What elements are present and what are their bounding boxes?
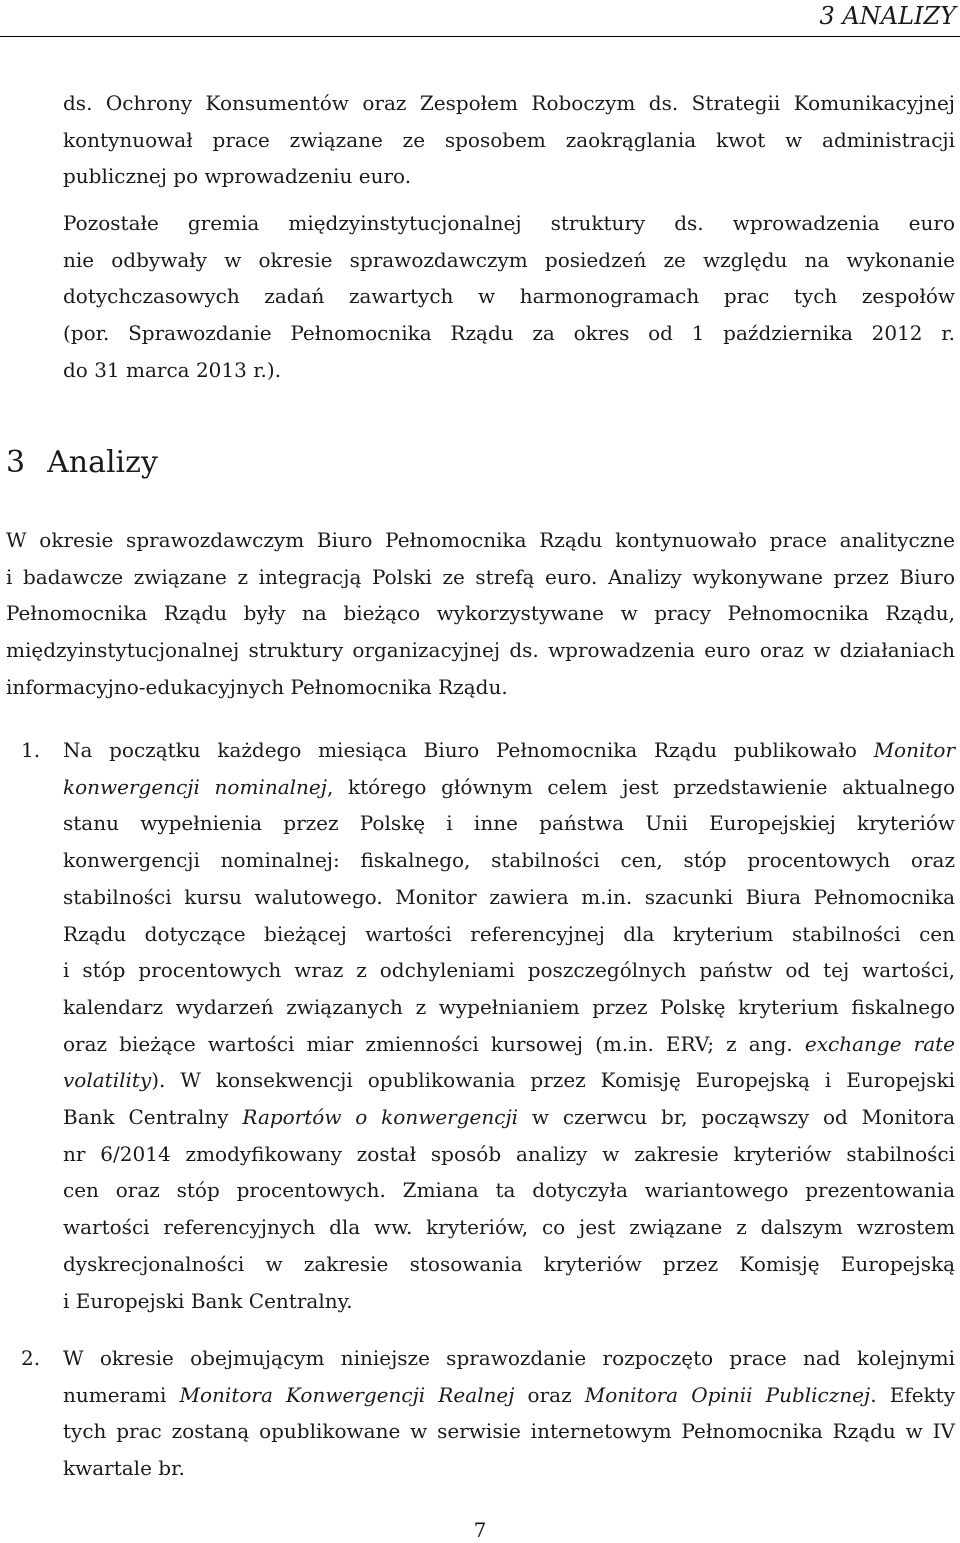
text-line: kontynuował prace związane ze sposobem zaokrąglania kwot w administracji	[63, 127, 955, 152]
text-line: volatility). W konsekwencji opublikowania przez Komisję Europejską i Europejski	[63, 1068, 955, 1093]
emphasis: Monitor	[873, 738, 955, 762]
text-line: Pozostałe gremia międzyinstytucjonalnej struktury ds. wprowadzenia euro	[63, 211, 955, 235]
list-item-new-monitors	[63, 1340, 955, 1487]
text-line: stanu wypełnienia przez Polskę i inne państwa Unii Europejskiej kryteriów	[63, 811, 955, 836]
text-line: międzyinstytucjonalnej struktury organizacyjnej ds. wprowadzenia euro oraz w działaniach	[6, 638, 955, 663]
paragraph-gremia	[63, 205, 955, 389]
text-line: Na początku każdego miesiąca Biuro Pełnomocnika Rządu publikowało Monitor	[63, 738, 955, 762]
text-line: kwartale br.	[63, 1456, 185, 1481]
text-line: i stóp procentowych wraz z odchyleniami poszczególnych państw od tej wartości,	[63, 958, 955, 983]
text-line: stabilności kursu walutowego. Monitor zawiera m.in. szacunki Biura Pełnomocnika	[63, 884, 955, 909]
emphasis: konwergencji nominalnej	[63, 774, 327, 799]
section-heading	[6, 445, 158, 480]
text-line: oraz bieżące wartości miar zmienności kursowej (m.in. ERV; z ang. exchange rate	[63, 1031, 955, 1056]
text-line: konwergencji nominalnej: fiskalnego, stabilności cen, stóp procentowych oraz	[63, 848, 955, 873]
text-line: i Europejski Bank Centralny.	[63, 1288, 353, 1313]
text-line: do 31 marca 2013 r.).	[63, 357, 282, 382]
text-line: numerami Monitora Konwergencji Realnej oraz Monitora Opinii Publicznej. Efekty	[63, 1382, 955, 1407]
list-item-number: 2.	[21, 1346, 41, 1370]
page-number: 7	[473, 1518, 487, 1542]
section-number: 3	[6, 445, 26, 480]
list-item-number: 1.	[21, 738, 41, 762]
emphasis: Monitora Opinii Publicznej	[584, 1382, 871, 1407]
text-line: nie odbywały w okresie sprawozdawczym posiedzeń ze względu na wykonanie	[63, 247, 955, 272]
emphasis: Monitora Konwergencji Realnej	[179, 1382, 515, 1407]
text-line: W okresie sprawozdawczym Biuro Pełnomocnika Rządu kontynuowało prace analityczne	[6, 528, 955, 552]
section-title: Analizy	[47, 445, 158, 480]
text-line: ds. Ochrony Konsumentów oraz Zespołem Roboczym ds. Strategii Komunikacyjnej	[63, 91, 955, 115]
text-line: publicznej po wprowadzeniu euro.	[63, 164, 412, 189]
text-line: Bank Centralny Raportów o konwergencji w czerwcu br, począwszy od Monitora	[63, 1105, 955, 1130]
text-line: konwergencji nominalnej, którego głównym celem jest przedstawienie aktualnego	[63, 774, 955, 799]
text-line: i badawcze związane z integracją Polski ze strefą euro. Analizy wykonywane przez Biuro	[6, 564, 955, 589]
section-intro-paragraph	[6, 522, 955, 706]
text-line: dyskrecjonalności w zakresie stosowania kryteriów przez Komisję Europejską	[63, 1251, 955, 1276]
emphasis: exchange rate	[804, 1031, 955, 1056]
running-title: 3 ANALIZY	[819, 2, 956, 30]
text-line: cen oraz stóp procentowych. Zmiana ta dotyczyła wariantowego prezentowania	[63, 1178, 955, 1203]
list-item-monitor	[63, 732, 955, 1319]
text-line: (por. Sprawozdanie Pełnomocnika Rządu za okres od 1 października 2012 r.	[63, 321, 955, 346]
text-line: Pełnomocnika Rządu były na bieżąco wykorzystywane w pracy Pełnomocnika Rządu,	[6, 601, 955, 626]
emphasis: volatility	[63, 1068, 152, 1093]
running-header	[0, 0, 960, 37]
emphasis: Raportów o konwergencji	[242, 1105, 519, 1130]
text-line: tych prac zostaną opublikowane w serwisie internetowym Pełnomocnika Rządu w IV	[63, 1419, 955, 1444]
text-line: informacyjno-edukacyjnych Pełnomocnika Rządu.	[6, 674, 508, 699]
paragraph-continuation	[63, 85, 955, 195]
text-line: wartości referencyjnych dla ww. kryteriów, co jest związane z dalszym wzrostem	[63, 1215, 955, 1240]
text-line: Rządu dotyczące bieżącej wartości referencyjnej dla kryterium stabilności cen	[63, 921, 955, 946]
text-line: nr 6/2014 zmodyfikowany został sposób analizy w zakresie kryteriów stabilności	[63, 1141, 955, 1166]
text-line: W okresie obejmującym niniejsze sprawozdanie rozpoczęto prace nad kolejnymi	[63, 1346, 955, 1370]
text-line: kalendarz wydarzeń związanych z wypełnianiem przez Polskę kryterium fiskalnego	[63, 994, 955, 1019]
text-line: dotychczasowych zadań zawartych w harmonogramach prac tych zespołów	[63, 284, 955, 309]
